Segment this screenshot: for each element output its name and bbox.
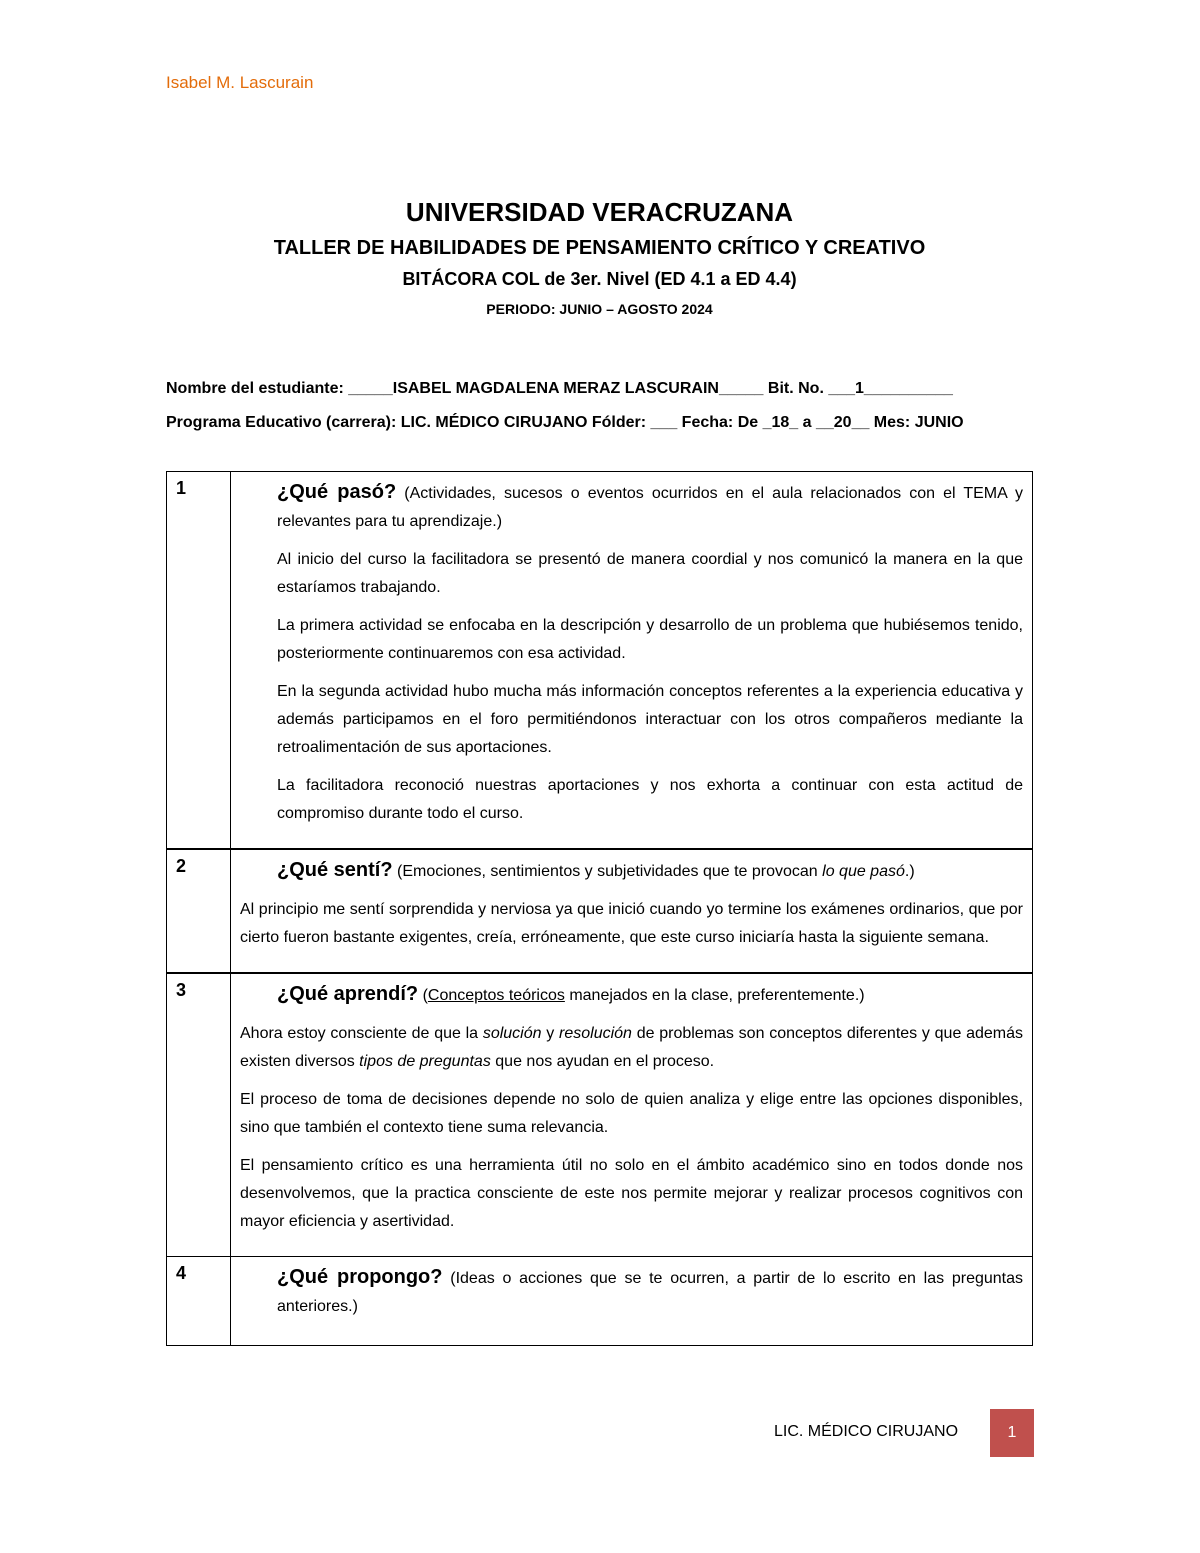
answer-paragraph: La primera actividad se enfocaba en la descripción y desarrollo de un problema que hubiésemos tenido, posteriormente continuaremos con esa actividad. bbox=[277, 617, 1023, 662]
question-label: ¿Qué pasó? bbox=[277, 481, 397, 503]
answer-paragraph: El pensamiento crítico es una herramienta útil no solo en el ámbito académico sino en todos donde nos desenvolvemos, que la practica consciente de este nos permite mejorar y realizar procesos cognitivos con mayor eficiencia y asertividad. bbox=[240, 1157, 1023, 1230]
question-heading bbox=[240, 856, 1023, 886]
page-number-badge: 1 bbox=[990, 1409, 1034, 1457]
answer-paragraph bbox=[240, 1020, 1023, 1076]
answer-paragraph: En la segunda actividad hubo mucha más información conceptos referentes a la experiencia educativa y además participamos en el foro permitiéndonos interactuar con los otros compañeros mediante la retroalimentación de sus aportaciones. bbox=[277, 683, 1023, 756]
header-author: Isabel M. Lascurain bbox=[166, 73, 314, 92]
answer-emphasis: tipos de preguntas bbox=[359, 1053, 491, 1070]
row-content bbox=[231, 973, 1033, 1257]
question-prompt-open: ( bbox=[418, 987, 428, 1004]
log-title: BITÁCORA COL de 3er. Nivel (ED 4.1 a ED 4.4) bbox=[402, 269, 797, 289]
title-block bbox=[166, 195, 1033, 321]
answer-paragraph: La facilitadora reconoció nuestras aportaciones y nos exhorta a continuar con esta actitud de compromiso durante todo el curso. bbox=[277, 777, 1023, 822]
answer-paragraph: El proceso de toma de decisiones depende no solo de quien analiza y elige entre las opciones disponibles, sino que también el contexto tiene suma relevancia. bbox=[240, 1091, 1023, 1136]
row-number: 1 bbox=[167, 472, 231, 850]
program-line: Programa Educativo (carrera): LIC. MÉDICO CIRUJANO Fólder: ___ Fecha: De _18_ a __20__ Mes: JUNIO bbox=[166, 414, 964, 431]
period-title: PERIODO: JUNIO – AGOSTO 2024 bbox=[486, 301, 713, 317]
course-title: TALLER DE HABILIDADES DE PENSAMIENTO CRÍTICO Y CREATIVO bbox=[273, 237, 926, 259]
row-number: 4 bbox=[167, 1257, 231, 1346]
answer-text: de problemas son conceptos diferentes y que además existen diversos bbox=[240, 1025, 1023, 1070]
answer-paragraph: Al inicio del curso la facilitadora se presentó de manera coordial y nos comunicó la manera en la que estaríamos trabajando. bbox=[277, 551, 1023, 596]
table-row bbox=[167, 849, 1033, 973]
log-table bbox=[166, 471, 1033, 1346]
student-info bbox=[166, 377, 1033, 445]
table-row bbox=[167, 472, 1033, 850]
question-prompt-end: .) bbox=[904, 863, 915, 880]
question-prompt-emphasis: lo que pasó bbox=[822, 863, 905, 880]
question-heading bbox=[240, 980, 1023, 1010]
question-prompt: manejados en la clase, preferentemente.) bbox=[564, 987, 865, 1004]
row-number: 2 bbox=[167, 849, 231, 973]
answer-emphasis: solución bbox=[482, 1025, 542, 1042]
row-content bbox=[231, 849, 1033, 973]
question-prompt-underlined: Conceptos teóricos bbox=[427, 987, 565, 1004]
row-number: 3 bbox=[167, 973, 231, 1257]
footer-label: LIC. MÉDICO CIRUJANO bbox=[774, 1423, 959, 1440]
answer-paragraph: Al principio me sentí sorprendida y nerviosa ya que inició cuando yo termine los exámenes ordinarios, que por cierto fueron bastante exigentes, creía, erróneamente, que este curso iniciaría hasta la siguiente semana. bbox=[240, 901, 1023, 946]
row-content bbox=[231, 1257, 1033, 1346]
question-prompt: (Actividades, sucesos o eventos ocurridos en el aula relacionados con el TEMA y relevantes para tu aprendizaje.) bbox=[277, 485, 1023, 530]
question-heading bbox=[240, 1263, 1023, 1321]
question-prompt: (Emociones, sentimientos y subjetividades que te provocan bbox=[392, 863, 823, 880]
table-row bbox=[167, 1257, 1033, 1346]
question-label: ¿Qué sentí? bbox=[277, 859, 393, 881]
answer-text: que nos ayudan en el proceso. bbox=[490, 1053, 715, 1070]
row-content bbox=[231, 472, 1033, 850]
question-heading bbox=[240, 478, 1023, 536]
answer-text: Ahora estoy consciente de que la bbox=[240, 1025, 483, 1042]
answer-text: y bbox=[541, 1025, 560, 1042]
student-name-line: Nombre del estudiante: _____ISABEL MAGDALENA MERAZ LASCURAIN_____ Bit. No. ___1__________ bbox=[166, 380, 953, 397]
university-title: UNIVERSIDAD VERACRUZANA bbox=[405, 197, 794, 227]
question-prompt: (Ideas o acciones que se te ocurren, a partir de lo escrito en las preguntas anteriores.) bbox=[277, 1270, 1024, 1315]
answer-emphasis: resolución bbox=[559, 1025, 632, 1042]
question-label: ¿Qué propongo? bbox=[277, 1266, 443, 1288]
table-row bbox=[167, 973, 1033, 1257]
question-label: ¿Qué aprendí? bbox=[277, 983, 419, 1005]
